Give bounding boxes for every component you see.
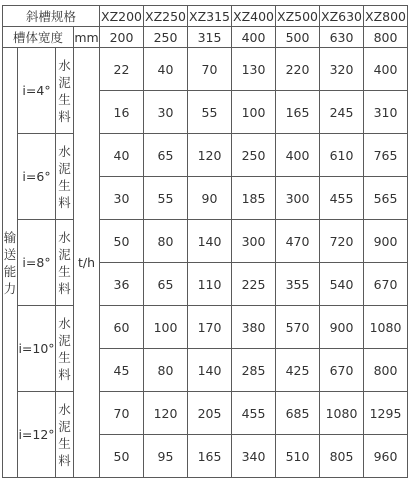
cement-capacity-cell: 300 xyxy=(232,220,276,263)
cement-capacity-cell: 470 xyxy=(276,220,320,263)
cement-capacity-cell: 220 xyxy=(276,48,320,91)
width-value-cell: 800 xyxy=(364,27,408,48)
capacity-row xyxy=(3,48,408,91)
raw-meal-capacity-cell: 960 xyxy=(364,435,408,478)
cement-capacity-cell: 250 xyxy=(232,134,276,177)
width-value-cell: 315 xyxy=(188,27,232,48)
cement-capacity-cell: 610 xyxy=(320,134,364,177)
model-cell: XZ630 xyxy=(320,6,364,27)
raw-meal-capacity-cell: 50 xyxy=(100,435,144,478)
raw-meal-capacity-cell: 455 xyxy=(320,177,364,220)
raw-meal-capacity-cell: 185 xyxy=(232,177,276,220)
cement-capacity-cell: 100 xyxy=(144,306,188,349)
capacity-row xyxy=(3,134,408,177)
material-label-cell: 水 泥 生 料 xyxy=(56,306,74,392)
raw-meal-capacity-cell: 90 xyxy=(188,177,232,220)
cement-capacity-cell: 685 xyxy=(276,392,320,435)
model-cell: XZ250 xyxy=(144,6,188,27)
material-label-cell: 水 泥 生 料 xyxy=(56,134,74,220)
raw-meal-capacity-cell: 65 xyxy=(144,263,188,306)
raw-meal-capacity-cell: 565 xyxy=(364,177,408,220)
capacity-row xyxy=(3,392,408,435)
cement-capacity-cell: 60 xyxy=(100,306,144,349)
spec-label-cell: 斜槽规格 xyxy=(3,6,100,27)
cement-capacity-cell: 130 xyxy=(232,48,276,91)
raw-meal-capacity-cell: 165 xyxy=(276,91,320,134)
cement-capacity-cell: 70 xyxy=(188,48,232,91)
cement-capacity-cell: 65 xyxy=(144,134,188,177)
cement-capacity-cell: 900 xyxy=(320,306,364,349)
material-label-cell: 水 泥 生 料 xyxy=(56,220,74,306)
capacity-label-cell: 输 送 能 力 xyxy=(3,48,18,478)
raw-meal-capacity-cell: 110 xyxy=(188,263,232,306)
model-cell: XZ400 xyxy=(232,6,276,27)
raw-meal-capacity-cell: 36 xyxy=(100,263,144,306)
model-cell: XZ315 xyxy=(188,6,232,27)
cement-capacity-cell: 455 xyxy=(232,392,276,435)
cement-capacity-cell: 40 xyxy=(100,134,144,177)
model-cell: XZ800 xyxy=(364,6,408,27)
cement-capacity-cell: 120 xyxy=(188,134,232,177)
raw-meal-capacity-cell: 800 xyxy=(364,349,408,392)
inclination-cell: i=8° xyxy=(18,220,56,306)
cement-capacity-cell: 380 xyxy=(232,306,276,349)
raw-meal-capacity-cell: 165 xyxy=(188,435,232,478)
raw-meal-capacity-cell: 245 xyxy=(320,91,364,134)
cement-capacity-cell: 1080 xyxy=(364,306,408,349)
inclination-cell: i=6° xyxy=(18,134,56,220)
raw-meal-capacity-cell: 425 xyxy=(276,349,320,392)
cement-capacity-cell: 765 xyxy=(364,134,408,177)
cement-capacity-cell: 320 xyxy=(320,48,364,91)
cement-capacity-cell: 400 xyxy=(364,48,408,91)
cement-capacity-cell: 140 xyxy=(188,220,232,263)
material-label-cell: 水 泥 生 料 xyxy=(56,48,74,134)
width-unit-cell: mm xyxy=(74,27,100,48)
cement-capacity-cell: 570 xyxy=(276,306,320,349)
capacity-row xyxy=(3,306,408,349)
raw-meal-capacity-cell: 100 xyxy=(232,91,276,134)
cement-capacity-cell: 205 xyxy=(188,392,232,435)
raw-meal-capacity-cell: 30 xyxy=(100,177,144,220)
cement-capacity-cell: 40 xyxy=(144,48,188,91)
cement-capacity-cell: 50 xyxy=(100,220,144,263)
cement-capacity-cell: 80 xyxy=(144,220,188,263)
cement-capacity-cell: 70 xyxy=(100,392,144,435)
raw-meal-capacity-cell: 300 xyxy=(276,177,320,220)
cement-capacity-cell: 1080 xyxy=(320,392,364,435)
raw-meal-capacity-cell: 805 xyxy=(320,435,364,478)
capacity-spec-table xyxy=(2,5,408,478)
raw-meal-capacity-cell: 140 xyxy=(188,349,232,392)
capacity-unit-cell: t/h xyxy=(74,48,100,478)
raw-meal-capacity-cell: 670 xyxy=(364,263,408,306)
inclination-cell: i=4° xyxy=(18,48,56,134)
raw-meal-capacity-cell: 670 xyxy=(320,349,364,392)
raw-meal-capacity-cell: 340 xyxy=(232,435,276,478)
raw-meal-capacity-cell: 510 xyxy=(276,435,320,478)
raw-meal-capacity-cell: 30 xyxy=(144,91,188,134)
width-value-cell: 200 xyxy=(100,27,144,48)
cement-capacity-cell: 1295 xyxy=(364,392,408,435)
raw-meal-capacity-cell: 310 xyxy=(364,91,408,134)
width-value-cell: 500 xyxy=(276,27,320,48)
cement-capacity-cell: 120 xyxy=(144,392,188,435)
raw-meal-capacity-cell: 225 xyxy=(232,263,276,306)
inclination-cell: i=12° xyxy=(18,392,56,478)
width-value-cell: 250 xyxy=(144,27,188,48)
cement-capacity-cell: 400 xyxy=(276,134,320,177)
raw-meal-capacity-cell: 45 xyxy=(100,349,144,392)
raw-meal-capacity-cell: 80 xyxy=(144,349,188,392)
cement-capacity-cell: 900 xyxy=(364,220,408,263)
raw-meal-capacity-cell: 540 xyxy=(320,263,364,306)
raw-meal-capacity-cell: 285 xyxy=(232,349,276,392)
raw-meal-capacity-cell: 55 xyxy=(144,177,188,220)
cement-capacity-cell: 22 xyxy=(100,48,144,91)
material-label-cell: 水 泥 生 料 xyxy=(56,392,74,478)
raw-meal-capacity-cell: 355 xyxy=(276,263,320,306)
table-body xyxy=(3,6,408,478)
width-label-cell: 槽体宽度 xyxy=(3,27,74,48)
model-cell: XZ500 xyxy=(276,6,320,27)
header-row-width xyxy=(3,27,408,48)
raw-meal-capacity-cell: 16 xyxy=(100,91,144,134)
raw-meal-capacity-cell: 55 xyxy=(188,91,232,134)
cement-capacity-cell: 170 xyxy=(188,306,232,349)
inclination-cell: i=10° xyxy=(18,306,56,392)
model-cell: XZ200 xyxy=(100,6,144,27)
raw-meal-capacity-cell: 95 xyxy=(144,435,188,478)
cement-capacity-cell: 720 xyxy=(320,220,364,263)
width-value-cell: 400 xyxy=(232,27,276,48)
width-value-cell: 630 xyxy=(320,27,364,48)
header-row-spec xyxy=(3,6,408,27)
capacity-row xyxy=(3,220,408,263)
